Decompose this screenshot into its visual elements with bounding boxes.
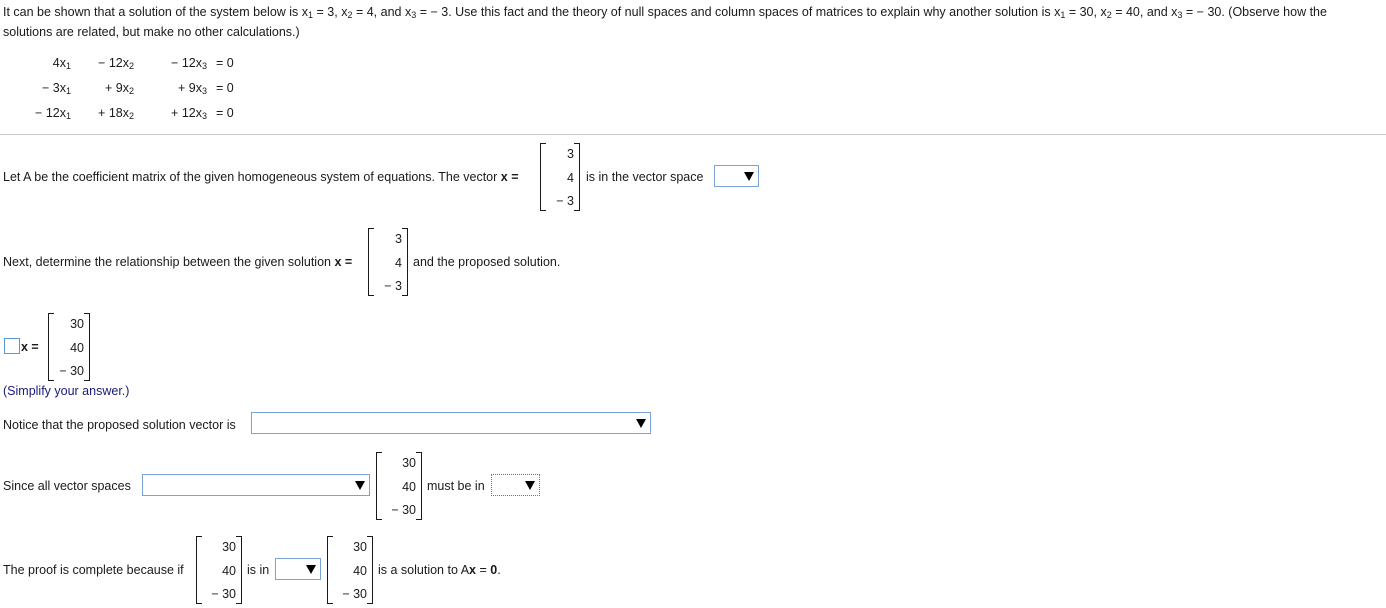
step5-vector: [376, 452, 422, 520]
step1-text: Let A be the coefficient matrix of the given homogeneous system of equations. The vector x =: [3, 170, 519, 184]
step1-vector: [540, 143, 580, 211]
vector-entry: 40: [222, 563, 236, 578]
equation-row: − $3x_1$ + $9x_2$ + $9x_3$ = 0: [42, 80, 234, 96]
dropdown-arrow-icon: [523, 477, 537, 493]
equation-row: $4x_1$ − $12x_2$ − $12x_3$ = 0: [52, 55, 234, 71]
step5-text: Since all vector spaces: [3, 479, 131, 493]
vector-entry: 3: [567, 147, 574, 161]
vector-entry: 4: [395, 255, 402, 270]
vector-entry: 4: [567, 170, 574, 185]
vector-entry: 30: [353, 540, 367, 554]
step5-text-middle: must be in: [427, 479, 485, 493]
vector-entry: 30: [402, 456, 416, 470]
step2-text-after: and the proposed solution.: [413, 255, 561, 269]
question-intro: It can be shown that a solution of the system below is $x_1 = 3$, $x_2 = 4$, and $x_3$ = − 3. Use this fact and the theory of null spaces and column spaces of matrices to explain why another solution is $x_1 = 30$, $x_2 = 40$, and $x_3$ = − 30. (Observe how the solutions are related, but make no other calculations.): [3, 5, 1327, 39]
vector-entry: − 30: [59, 364, 84, 378]
vector-entry: 40: [353, 563, 367, 578]
simplify-hint: (Simplify your answer.): [3, 384, 130, 398]
vector-entry: − 30: [342, 587, 367, 601]
is-in-dropdown[interactable]: [275, 558, 321, 580]
dropdown-arrow-icon: [634, 415, 648, 431]
vector-entry: 30: [222, 540, 236, 554]
vector-entry: 3: [395, 232, 402, 246]
vector-spaces-property-dropdown[interactable]: [142, 474, 370, 496]
step3-vector: [48, 313, 90, 381]
equation-row: − $12x_1$ + $18x_2$ + $12x_3$ = 0: [35, 105, 234, 121]
vector-entry: − 3: [384, 279, 402, 293]
dropdown-arrow-icon: [304, 561, 318, 577]
vector-entry: 40: [70, 340, 84, 355]
must-be-in-dropdown[interactable]: [491, 474, 540, 496]
vector-entry: − 30: [211, 587, 236, 601]
vector-entry: 40: [402, 479, 416, 494]
scalar-answer-input[interactable]: [4, 338, 20, 354]
step2-text: Next, determine the relationship between the given solution x =: [3, 255, 353, 269]
dropdown-arrow-icon: [742, 168, 756, 184]
step6-text-middle: is in: [247, 563, 270, 577]
section-divider: [0, 134, 1386, 135]
equation-system: [28, 50, 239, 125]
step1-text-after: is in the vector space: [586, 170, 704, 184]
dropdown-arrow-icon: [353, 477, 367, 493]
vector-entry: 30: [70, 317, 84, 331]
step3-x-eq: x =: [21, 340, 39, 354]
step6-text: The proof is complete because if: [3, 563, 184, 577]
step6-vector1: [196, 536, 242, 604]
step4-text: Notice that the proposed solution vector is: [3, 418, 236, 432]
vector-entry: − 30: [391, 503, 416, 517]
solution-vector-dropdown[interactable]: [251, 412, 651, 434]
vector-entry: − 3: [556, 194, 574, 208]
step6-vector2: [327, 536, 373, 604]
vector-space-dropdown[interactable]: [714, 165, 759, 187]
step2-vector: [368, 228, 408, 296]
step6-text-after: is a solution to Ax = 0.: [378, 563, 501, 577]
